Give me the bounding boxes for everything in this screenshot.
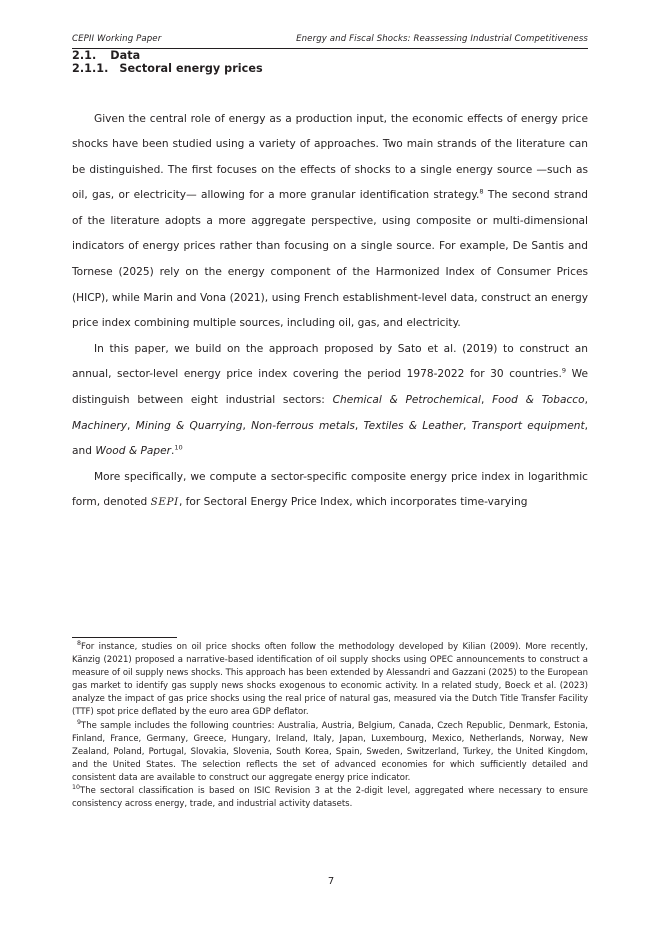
section-heading-sectoral-energy-prices (72, 62, 588, 75)
subsection-title: Sectoral energy prices (119, 61, 263, 75)
sector-name: Machinery (72, 419, 127, 432)
footnote-8-text: For instance, studies on oil price shocks often follow the methodology developed by Kilian (2009). More recently, Känzig (2021) proposed a narrative-based identification of oil supply shocks using OPEC announcements to construct a measure of oil supply news shocks. This approach has been extended by Alessandri and Gazzani (2025) to the European gas market to identify gas supply news shocks exogenous to economic activity. In a related study, Boeck et al. (2023) analyze the impact of gas price shocks using the real price of natural gas, measured via the Dutch Title Transfer Facility (TTF) spot price deflated by the euro area GDP deflator. (72, 642, 588, 718)
sector-name: Textiles & Leather (363, 419, 463, 432)
footnote-10 (72, 785, 588, 811)
footnote-9 (72, 720, 588, 785)
sector-name: Wood & Paper (95, 445, 171, 458)
sector-name: Mining & Quarrying (135, 419, 243, 432)
sector-name: Chemical & Petrochemical (332, 394, 481, 407)
paragraph-3-part-a: More specifically, we compute a sector-specific composite energy price index in logarithmic form, denoted (72, 470, 588, 509)
sector-name: Transport equipment (471, 419, 585, 432)
footnote-10-text: The sectoral classification is based on ISIC Revision 3 at the 2-digit level, aggregated where necessary to ensure consistency across energy, trade, and industrial activity datasets. (72, 786, 588, 810)
running-header-right: Energy and Fiscal Shocks: Reassessing Industrial Competitiveness (296, 34, 588, 44)
page-number: 7 (327, 876, 335, 887)
footnote-ref-9[interactable]: 9 (561, 366, 567, 375)
subsection-number: 2.1.1. (72, 61, 109, 75)
sector-name: Non-ferrous metals (251, 419, 355, 432)
paragraph-2-part-a: In this paper, we build on the approach proposed by Sato et al. (2019) to construct an annual, sector-level energy price index covering the period 1978-2022 for 30 countries. (72, 342, 588, 381)
footnote-9-text: The sample includes the following countries: Australia, Austria, Belgium, Canada, Czech Republic, Denmark, Estonia, Finland, France, Germany, Greece, Hungary, Ireland, Italy, Japan, Luxembourg, Mexico, Netherlands, Norway, New Zealand, Poland, Portugal, Slovakia, Slovenia, South Korea, Spain, Sweden, Switzerland, Turkey, the United Kingdom, and the United States. The selection reflects the set of advanced economies for which sufficiently detailed and consistent data are available to construct our aggregate energy price indicator. (72, 720, 588, 783)
section-title: Data (110, 48, 141, 62)
footnote-8-marker: 8 (77, 640, 81, 648)
paragraph-sepi-definition (72, 465, 588, 516)
page-content (72, 0, 588, 516)
running-header (72, 0, 588, 44)
footnote-8 (72, 641, 588, 720)
section-heading-data (72, 49, 588, 62)
footnotes-block (72, 637, 588, 811)
running-header-left: CEPII Working Paper (72, 34, 162, 44)
paragraph-2-part-b: We distinguish between eight industrial sectors: (72, 368, 588, 407)
sepi-symbol: SEPI (150, 496, 179, 509)
footnote-ref-8[interactable]: 8 (479, 187, 484, 196)
footnote-ref-10[interactable]: 10 (174, 443, 183, 452)
sector-list: Chemical & Petrochemical, Food & Tobacco, Machinery, Mining & Quarrying, Non-ferrous metals, Textiles & Leather, Transport equipment, and Wood & Paper. (72, 394, 588, 458)
footnote-10-marker: 10 (72, 784, 80, 792)
sector-name: Food & Tobacco (492, 394, 585, 407)
paragraph-index-construction (72, 337, 588, 465)
footnote-9-marker: 9 (77, 718, 81, 726)
body-text (72, 107, 588, 517)
footnote-separator-rule (72, 637, 177, 638)
paragraph-1-part-b: The second strand of the literature adopts a more aggregate perspective, using composite or multi-dimensional indicators of energy prices rather than focusing on a single source. For example, De Santis and Tornese (2025) rely on the energy component of the Harmonized Index of Consumer Prices (HICP), while Marin and Vona (2021), using French establishment-level data, construct an energy price index combining multiple sources, including oil, gas, and electricity. (72, 189, 589, 330)
paragraph-literature-strands (72, 107, 588, 337)
paragraph-3-part-b: , for Sectoral Energy Price Index, which incorporates time-varying (178, 496, 528, 509)
section-number: 2.1. (72, 48, 97, 62)
paragraph-1-part-a: Given the central role of energy as a production input, the economic effects of energy price shocks have been studied using a variety of approaches. Two main strands of the literature can be distinguished. The first focuses on the effects of shocks to a single energy source —such as oil, gas, or electricity— allowing for a more granular identification strategy. (72, 112, 588, 202)
